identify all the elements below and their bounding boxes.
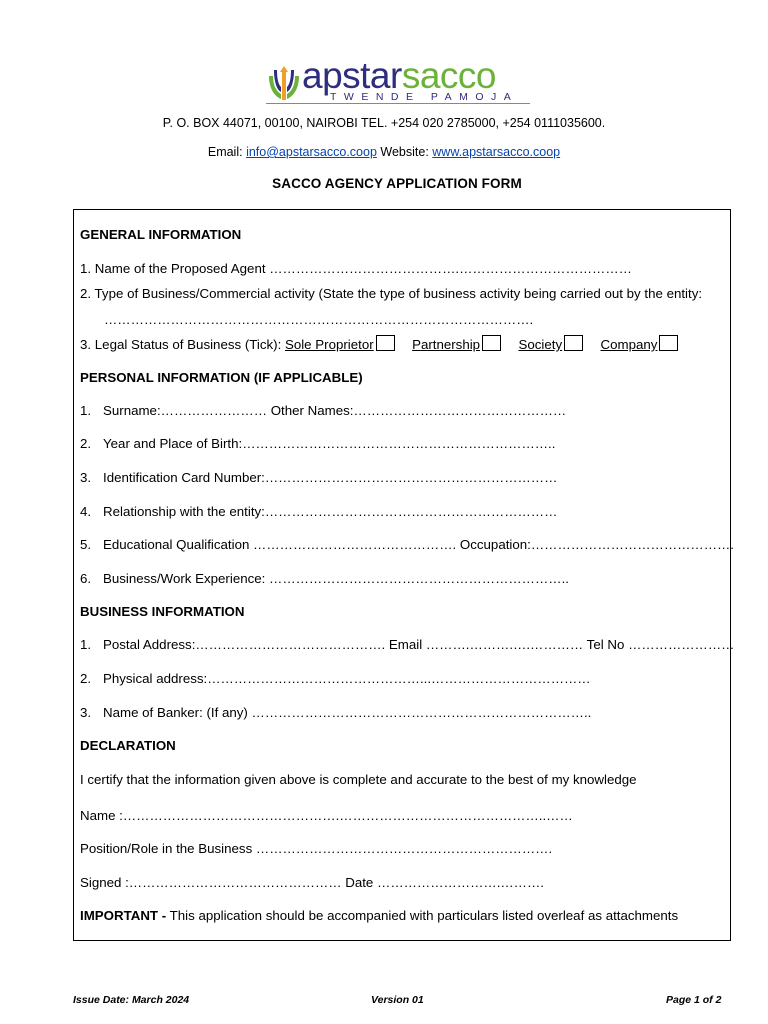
- declaration-heading: DECLARATION: [80, 738, 176, 753]
- field-text: Surname:…………………… Other Names:…………………………………………: [103, 403, 567, 418]
- society-checkbox[interactable]: [564, 335, 583, 351]
- important-text: This application should be accompanied with particulars listed overleaf as attachments: [166, 908, 679, 923]
- company-checkbox[interactable]: [659, 335, 678, 351]
- important-label: IMPORTANT -: [80, 908, 167, 923]
- website-link[interactable]: www.apstarsacco.coop: [432, 145, 561, 159]
- legal-status-row: [80, 335, 678, 353]
- education-occupation-field[interactable]: [80, 537, 734, 553]
- item-number: 6.: [80, 571, 92, 586]
- logo-wordmark: apstarsacco: [302, 55, 496, 96]
- business-info-heading: BUSINESS INFORMATION: [80, 604, 245, 619]
- sole-proprietor-checkbox[interactable]: [376, 335, 395, 351]
- id-card-number-field[interactable]: [80, 470, 557, 486]
- position-role-field[interactable]: Position/Role in the Business ………………………………………………………….: [80, 841, 553, 856]
- field-text: Identification Card Number:…………………………………………………………: [103, 470, 558, 485]
- surname-field[interactable]: [80, 403, 566, 419]
- birth-year-place-field[interactable]: [80, 436, 555, 452]
- physical-address-field[interactable]: [80, 671, 591, 687]
- email-label: Email:: [207, 145, 243, 159]
- field-text: Business/Work Experience: …………………………………………………………..: [103, 571, 569, 586]
- field-text: Name of Banker: (If any) …………………………………………………………………..: [103, 705, 592, 720]
- field-text: Year and Place of Birth:……………………………………………………………..: [103, 436, 556, 451]
- item-number: 1.: [80, 637, 92, 652]
- proposed-agent-name-field[interactable]: 1. Name of the Proposed Agent …………………………………….…………………………………: [80, 261, 632, 276]
- field-text: Relationship with the entity:…………………………………………………………: [103, 504, 558, 519]
- website-label: Website:: [380, 145, 429, 159]
- address-line: P. O. BOX 44071, 00100, NAIROBI TEL. +254 020 2785000, +254 0111035600.: [162, 116, 606, 130]
- declaration-statement: I certify that the information given above is complete and accurate to the best of my knowledge: [80, 772, 637, 787]
- footer-version: Version 01: [371, 994, 424, 1006]
- sacco-emblem-icon: [266, 62, 302, 102]
- field-text: Educational Qualification ………………………………………. Occupation:……………………………………….: [103, 537, 734, 552]
- postal-email-tel-field[interactable]: [80, 637, 734, 653]
- contact-line: [0, 145, 768, 159]
- form-title: SACCO AGENCY APPLICATION FORM: [272, 176, 522, 191]
- logo-tagline: TWENDE PAMOJA: [330, 91, 519, 103]
- footer-issue-date: Issue Date: March 2024: [73, 994, 190, 1006]
- general-info-heading: GENERAL INFORMATION: [80, 227, 242, 242]
- option-society-label: Society: [518, 337, 563, 352]
- signature-date-field[interactable]: Signed :………………………………………… Date ……………………….……….: [80, 875, 544, 890]
- item-number: 1.: [80, 403, 92, 418]
- important-note: [80, 908, 678, 924]
- field-text: Physical address:…………………………………………...………………………………: [103, 671, 591, 686]
- personal-info-heading: PERSONAL INFORMATION (IF APPLICABLE): [80, 370, 363, 385]
- work-experience-field[interactable]: [80, 571, 569, 587]
- logo-underline: [266, 103, 530, 104]
- legal-status-label: 3. Legal Status of Business (Tick):: [80, 337, 282, 352]
- partnership-checkbox[interactable]: [482, 335, 501, 351]
- footer-page-number: Page 1 of 2: [666, 994, 722, 1006]
- apstar-sacco-logo: [264, 55, 532, 106]
- item-number: 3.: [80, 705, 92, 720]
- item-number: 3.: [80, 470, 92, 485]
- business-type-field[interactable]: …………………………………………………………………………………….: [104, 312, 534, 327]
- option-company-label: Company: [600, 337, 658, 352]
- banker-name-field[interactable]: [80, 705, 591, 721]
- item-number: 5.: [80, 537, 92, 552]
- item-number: 4.: [80, 504, 92, 519]
- declarant-name-field[interactable]: Name :………………………………………….………………………………………..……: [80, 808, 573, 823]
- option-sole-proprietor-label: Sole Proprietor: [284, 337, 374, 352]
- field-text: Postal Address:……………………………………. Email ……….……….….………… Tel No ……………………: [103, 637, 735, 652]
- option-partnership-label: Partnership: [412, 337, 481, 352]
- business-type-question: 2. Type of Business/Commercial activity (State the type of business activity being carried out by the entity:: [80, 286, 703, 301]
- item-number: 2.: [80, 671, 92, 686]
- item-number: 2.: [80, 436, 92, 451]
- email-link[interactable]: info@apstarsacco.coop: [246, 145, 377, 159]
- relationship-field[interactable]: [80, 504, 557, 520]
